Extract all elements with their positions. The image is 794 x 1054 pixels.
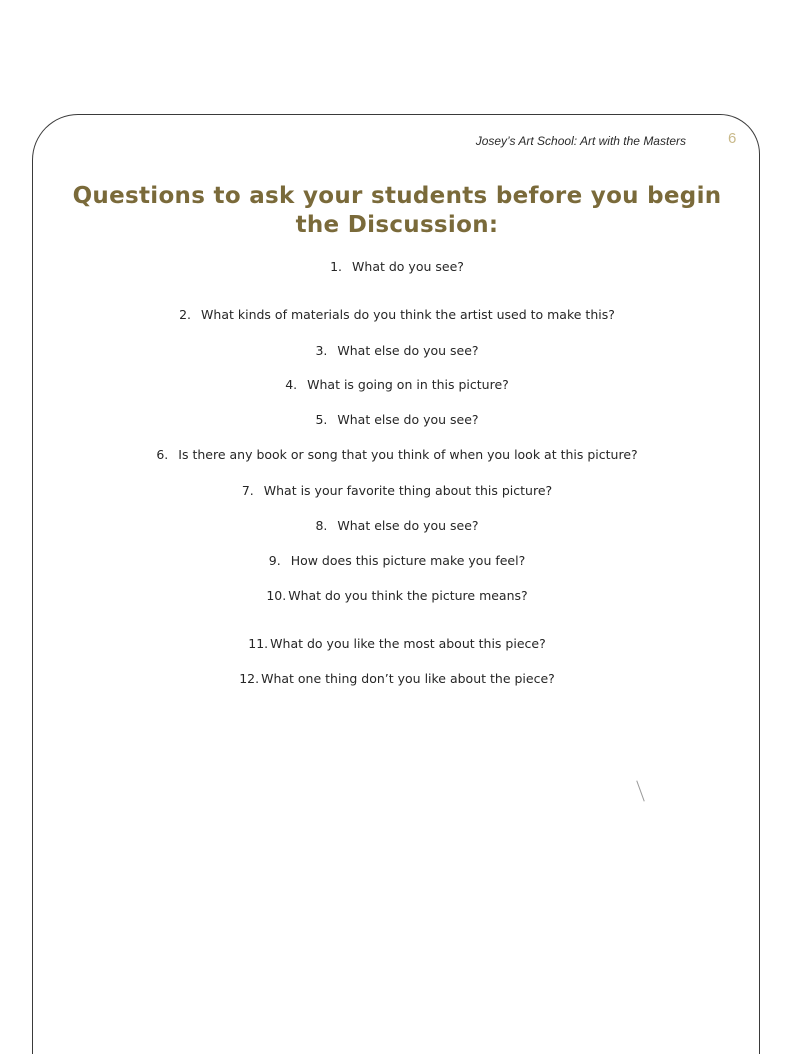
question-item (0, 483, 794, 498)
question-text: What is your favorite thing about this picture? (263, 483, 553, 498)
question-item (0, 636, 794, 651)
question-number: 3. (315, 343, 328, 358)
page-number: 6 (728, 130, 737, 147)
page-title-line-2: the Discussion: (295, 212, 499, 238)
question-text: What do you think the picture means? (288, 588, 528, 603)
question-number: 9. (268, 553, 281, 568)
question-text: What do you see? (352, 259, 464, 274)
question-number: 2. (179, 307, 192, 322)
question-text: What else do you see? (337, 343, 479, 358)
question-number: 6. (156, 447, 169, 462)
question-item (0, 671, 794, 686)
question-text: What one thing don’t you like about the piece? (261, 671, 555, 686)
question-number: 11. (248, 636, 269, 651)
question-text: What else do you see? (337, 412, 479, 427)
question-number: 8. (315, 518, 328, 533)
question-text: What else do you see? (337, 518, 479, 533)
question-item (0, 307, 794, 322)
question-item (0, 259, 794, 274)
question-item (0, 553, 794, 568)
question-item (0, 377, 794, 392)
question-number: 4. (285, 377, 298, 392)
question-item (0, 343, 794, 358)
question-item (0, 412, 794, 427)
document-header-title: Josey’s Art School: Art with the Masters (475, 134, 686, 148)
question-item (0, 588, 794, 603)
question-number: 7. (241, 483, 254, 498)
page-border (32, 114, 760, 1054)
question-number: 1. (330, 259, 343, 274)
question-item (0, 447, 794, 462)
question-text: Is there any book or song that you think of when you look at this picture? (178, 447, 638, 462)
page-title (0, 182, 794, 240)
question-number: 10. (266, 588, 287, 603)
question-text: What is going on in this picture? (307, 377, 509, 392)
question-text: What do you like the most about this piece? (270, 636, 546, 651)
question-item (0, 518, 794, 533)
question-number: 5. (315, 412, 328, 427)
page-title-line-1: Questions to ask your students before you begin (72, 183, 722, 209)
question-text: How does this picture make you feel? (290, 553, 526, 568)
question-text: What kinds of materials do you think the artist used to make this? (201, 307, 615, 322)
question-number: 12. (239, 671, 260, 686)
